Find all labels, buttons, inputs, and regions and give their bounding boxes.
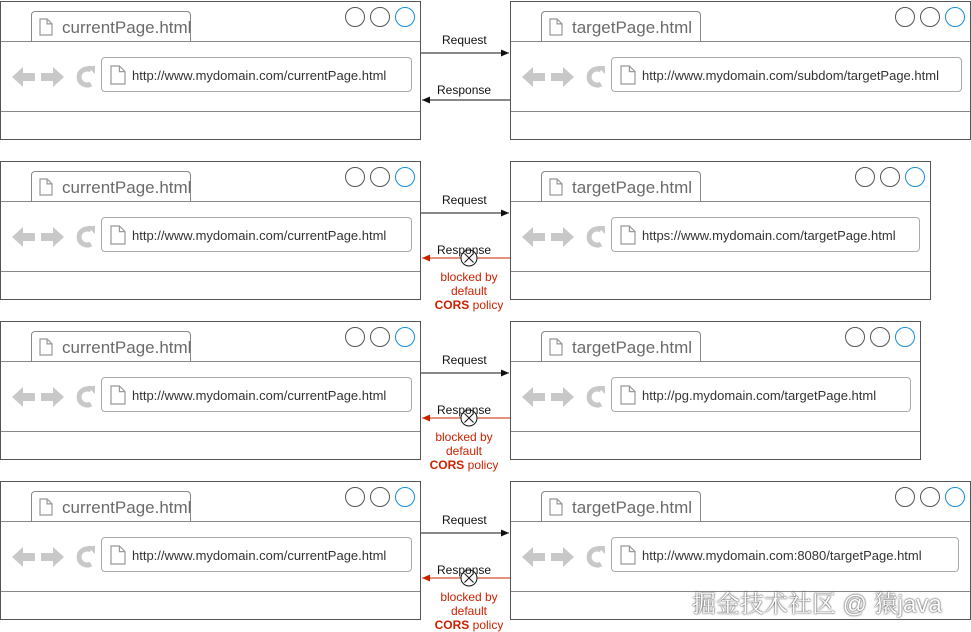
cors-keyword: CORS	[434, 298, 470, 312]
blocked-response-arrow-arrowhead	[422, 575, 430, 582]
tab-title: targetPage.html	[572, 498, 693, 517]
request-arrow-arrowhead	[501, 50, 509, 57]
tab-title: targetPage.html	[572, 178, 693, 197]
blocked-note-line: default	[450, 284, 488, 298]
policy-word: policy	[467, 458, 499, 472]
url-text: http://www.mydomain.com/currentPage.html	[132, 228, 387, 243]
request-label: Request	[442, 513, 487, 527]
blocked-note-line: blocked by	[440, 270, 498, 284]
tab-title: targetPage.html	[572, 18, 693, 37]
tab-title: targetPage.html	[572, 338, 693, 357]
response-label: Response	[437, 403, 492, 417]
request-arrow-arrowhead	[501, 210, 509, 217]
url-text: http://www.mydomain.com/currentPage.html	[132, 68, 387, 83]
tab-title: currentPage.html	[62, 498, 192, 517]
policy-word: policy	[472, 298, 504, 312]
cors-keyword: CORS	[429, 458, 465, 472]
policy-word: policy	[472, 618, 504, 632]
watermark: 掘金技术社区 @ 猿java	[692, 591, 942, 618]
tab-title: currentPage.html	[62, 18, 192, 37]
response-label: Response	[437, 83, 492, 97]
blocked-note	[424, 270, 514, 312]
url-text: http://pg.mydomain.com/targetPage.html	[642, 388, 877, 403]
request-arrow-arrowhead	[501, 530, 509, 537]
url-text: http://www.mydomain.com/currentPage.html	[132, 548, 387, 563]
response-arrow-arrowhead	[422, 97, 430, 104]
request-label: Request	[442, 33, 487, 47]
blocked-note-line	[419, 458, 509, 472]
url-text: http://www.mydomain.com:8080/targetPage.html	[642, 548, 922, 563]
url-text: http://www.mydomain.com/currentPage.html	[132, 388, 387, 403]
request-label: Request	[442, 193, 487, 207]
blocked-note-line: default	[450, 604, 488, 618]
blocked-note-line: blocked by	[440, 590, 498, 604]
url-text: https://www.mydomain.com/targetPage.html	[642, 228, 896, 243]
url-text: http://www.mydomain.com/subdom/targetPage.html	[642, 68, 939, 83]
blocked-note-line	[424, 298, 514, 312]
blocked-note	[424, 590, 514, 632]
blocked-response-arrow-arrowhead	[422, 255, 430, 262]
blocked-note-line: default	[445, 444, 483, 458]
response-label: Response	[437, 563, 492, 577]
tab-title: currentPage.html	[62, 338, 192, 357]
cors-keyword: CORS	[434, 618, 470, 632]
response-label: Response	[437, 243, 492, 257]
blocked-response-arrow-arrowhead	[422, 415, 430, 422]
tab-title: currentPage.html	[62, 178, 192, 197]
blocked-note-line: blocked by	[435, 430, 493, 444]
blocked-note	[419, 430, 509, 472]
request-label: Request	[442, 353, 487, 367]
blocked-note-line	[424, 618, 514, 632]
request-arrow-arrowhead	[501, 370, 509, 377]
